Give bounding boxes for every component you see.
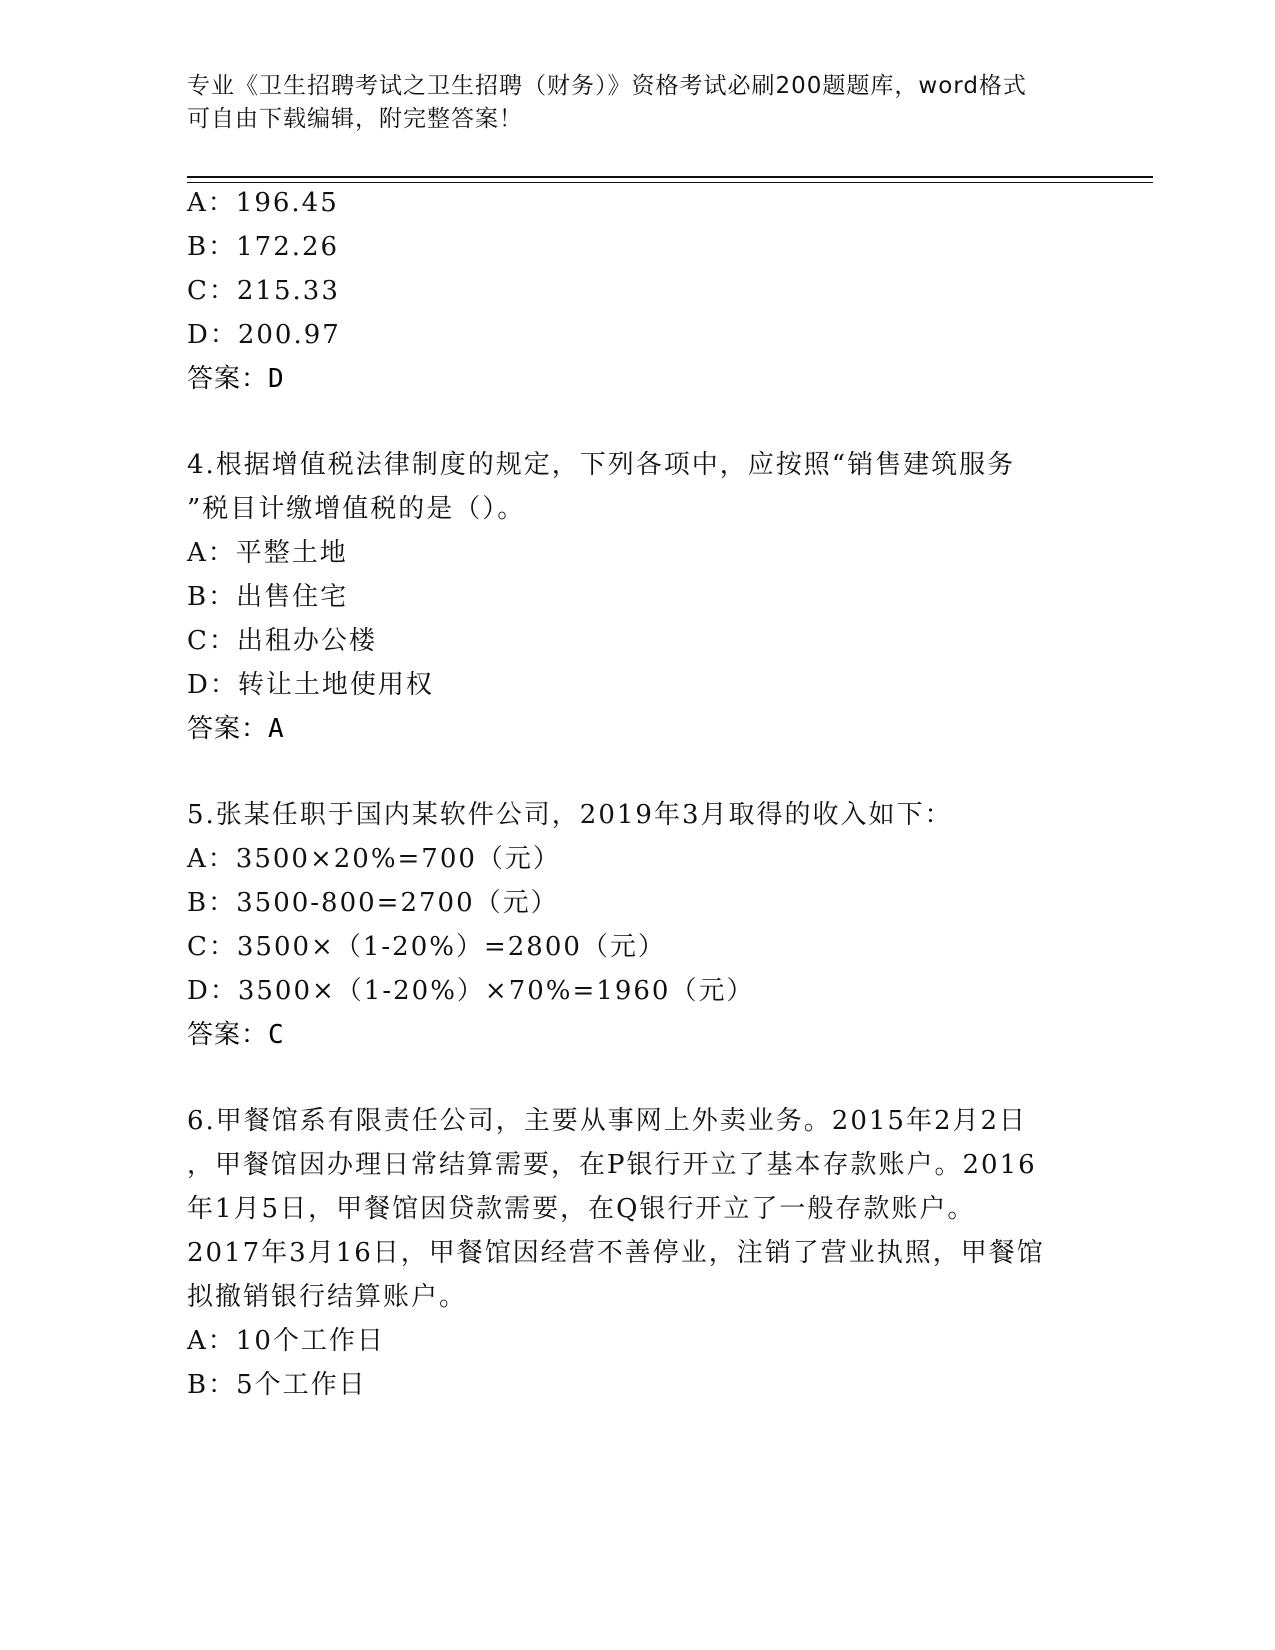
document-header <box>187 70 1087 136</box>
q3-option-c: C：215.33 <box>187 276 340 306</box>
q6-stem-line-5: 拟撤销银行结算账户。 <box>187 1282 468 1312</box>
header-rule-thick <box>187 176 1153 178</box>
q5-option-b: B：3500-800=2700（元） <box>187 888 559 918</box>
q6-option-b: B：5个工作日 <box>187 1370 367 1400</box>
header-rule-thin <box>187 182 1153 183</box>
q3-answer: 答案：D <box>187 364 285 394</box>
q4-stem-line-1: 4.根据增值税法律制度的规定，下列各项中，应按照“销售建筑服务 <box>187 450 1016 480</box>
q3-option-b: B：172.26 <box>187 232 340 262</box>
q4-option-a: A：平整土地 <box>187 538 348 568</box>
q5-option-d: D：3500×（1-20%）×70%=1960（元） <box>187 976 755 1006</box>
q6-stem-line-4: 2017年3月16日，甲餐馆因经营不善停业，注销了营业执照，甲餐馆 <box>187 1238 1045 1268</box>
q3-option-a: A：196.45 <box>187 188 339 218</box>
q6-stem-line-3: 年1月5日，甲餐馆因贷款需要，在Q银行开立了一般存款账户。 <box>187 1194 976 1224</box>
q5-option-c: C：3500×（1-20%）=2800（元） <box>187 932 666 962</box>
q4-stem-line-2: ”税目计缴增值税的是（）。 <box>187 494 526 524</box>
header-line-2: 可自由下载编辑，附完整答案！ <box>187 106 523 132</box>
q5-stem-line-1: 5.张某任职于国内某软件公司，2019年3月取得的收入如下： <box>187 800 953 830</box>
q4-option-c: C：出租办公楼 <box>187 626 377 656</box>
q5-answer: 答案：C <box>187 1020 285 1050</box>
q3-option-d: D：200.97 <box>187 320 341 350</box>
q4-option-d: D：转让土地使用权 <box>187 670 434 700</box>
q6-stem-line-1: 6.甲餐馆系有限责任公司，主要从事网上外卖业务。2015年2月2日 <box>187 1106 1028 1136</box>
q6-stem-line-2: ，甲餐馆因办理日常结算需要，在P银行开立了基本存款账户。2016 <box>187 1150 1037 1180</box>
q4-answer: 答案：A <box>187 714 285 744</box>
header-line-1: 专业《卫生招聘考试之卫生招聘（财务）》资格考试必刷200题题库，word格式 <box>187 73 1027 99</box>
q6-option-a: A：10个工作日 <box>187 1326 385 1356</box>
q5-option-a: A：3500×20%=700（元） <box>187 844 561 874</box>
q4-option-b: B：出售住宅 <box>187 582 349 612</box>
